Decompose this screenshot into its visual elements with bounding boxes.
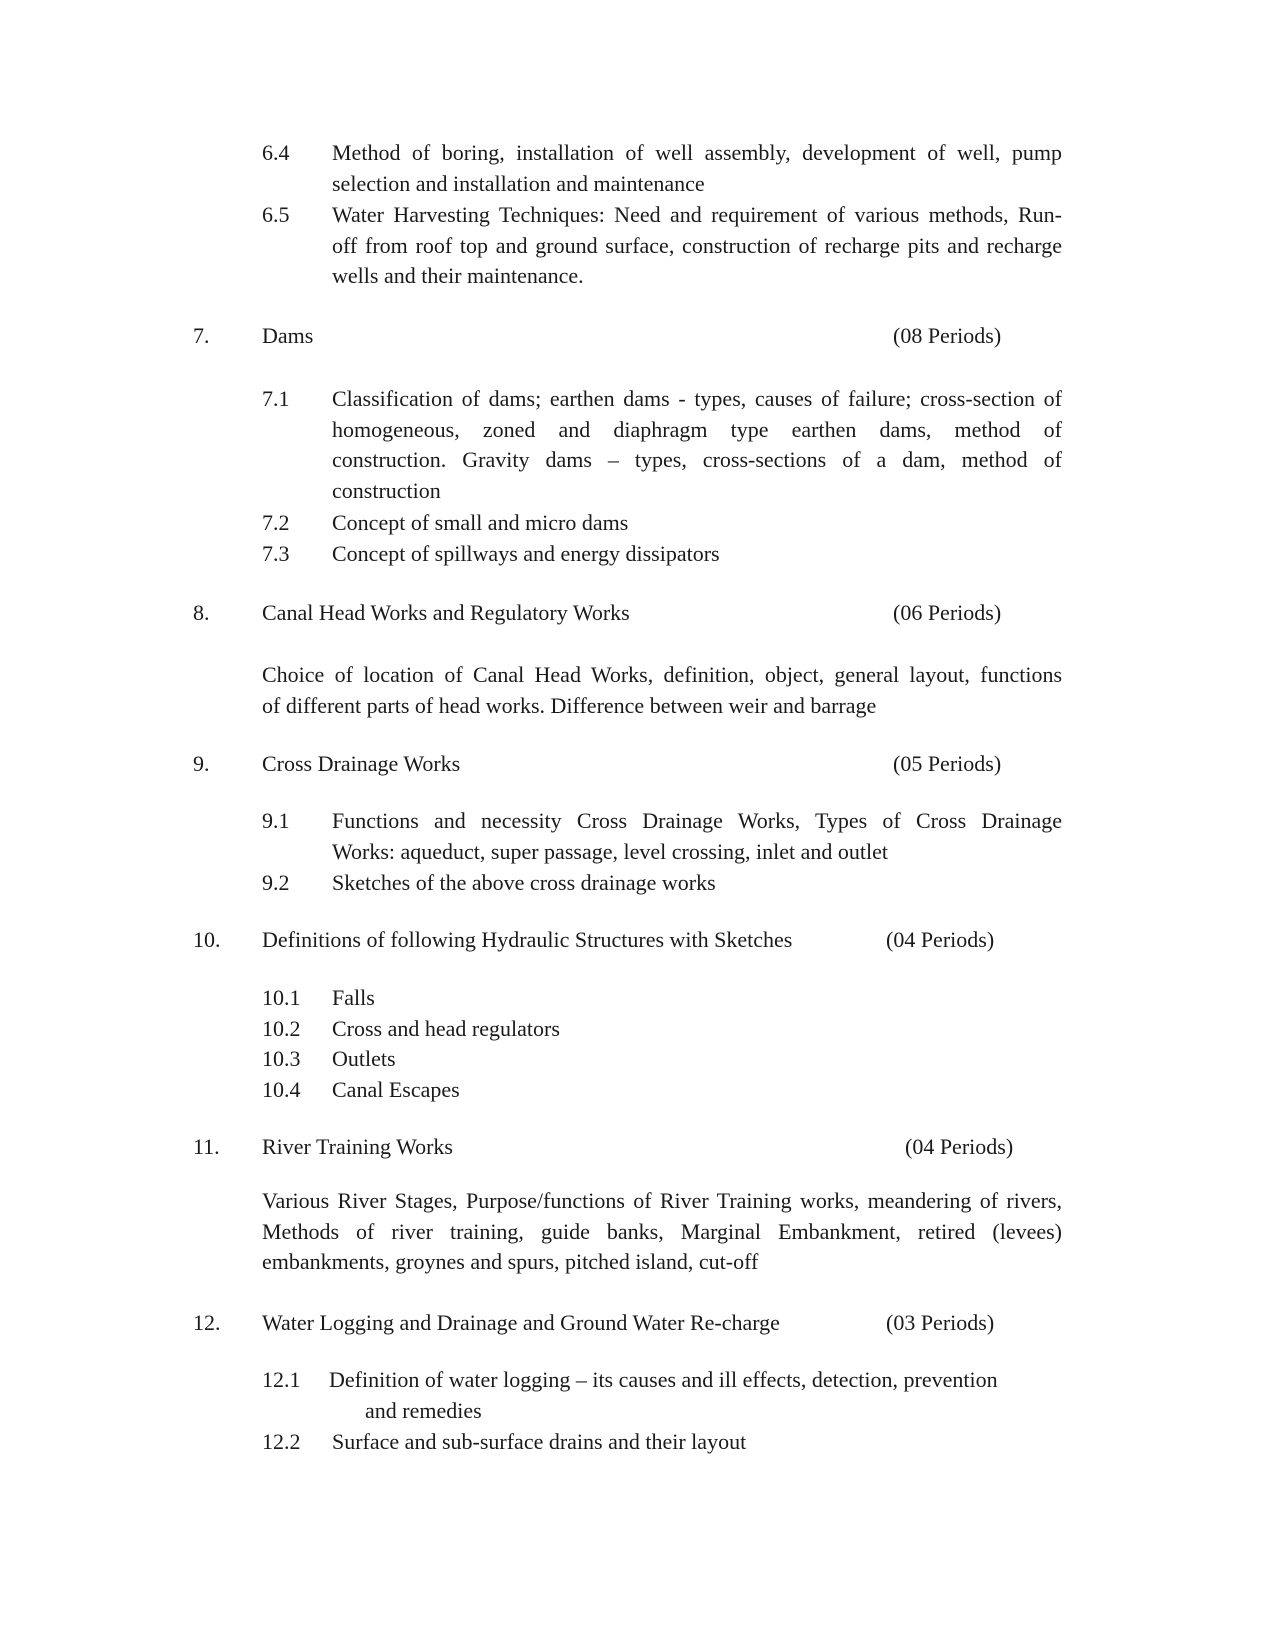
section-number: 12. xyxy=(193,1310,221,1335)
section-number: 10. xyxy=(193,927,221,952)
section-paragraph: Various River Stages, Purpose/functions of River Training works, meandering of rivers, Methods of river training, guide banks, Marginal Embankment, retired (levees) embankments, groynes and spurs, pitched island, cut-off xyxy=(262,1188,1062,1275)
item-text: Outlets xyxy=(332,1046,396,1071)
item-number: 12.2 xyxy=(262,1429,301,1454)
item-text: Sketches of the above cross drainage works xyxy=(332,870,716,895)
section-periods: (05 Periods) xyxy=(893,751,1002,776)
item-text: Classification of dams; earthen dams - types, causes of failure; cross-section of homogeneous, zoned and diaphragm type earthen dams, method of construction. Gravity dams – types, cross-sections of a dam, method of construction xyxy=(332,386,1062,504)
item-number: 10.2 xyxy=(262,1016,301,1041)
item-text: Canal Escapes xyxy=(332,1077,460,1102)
section-periods: (08 Periods) xyxy=(893,323,1002,348)
section-title: Definitions of following Hydraulic Structures with Sketches xyxy=(262,927,793,952)
section-number: 8. xyxy=(193,600,210,625)
item-text-continuation: and remedies xyxy=(365,1398,482,1423)
item-number: 10.3 xyxy=(262,1046,301,1071)
item-number: 6.5 xyxy=(262,202,290,227)
item-number: 7.2 xyxy=(262,510,290,535)
section-periods: (04 Periods) xyxy=(886,927,995,952)
section-periods: (03 Periods) xyxy=(886,1310,995,1335)
section-number: 7. xyxy=(193,323,210,348)
item-text: Definition of water logging – its causes and ill effects, detection, prevention xyxy=(329,1367,998,1392)
section-number: 9. xyxy=(193,751,210,776)
item-number: 6.4 xyxy=(262,140,290,165)
item-number: 10.1 xyxy=(262,985,301,1010)
item-number: 9.1 xyxy=(262,808,290,833)
item-text: Method of boring, installation of well assembly, development of well, pump selection and installation and maintenance xyxy=(332,140,1062,196)
item-text: Water Harvesting Techniques: Need and requirement of various methods, Run- off from roof top and ground surface, construction of recharge pits and recharge wells and their maintenance. xyxy=(332,202,1062,289)
section-title: Cross Drainage Works xyxy=(262,751,461,776)
section-title: Dams xyxy=(262,323,314,348)
section-title: River Training Works xyxy=(262,1134,453,1159)
section-periods: (04 Periods) xyxy=(905,1134,1014,1159)
item-number: 10.4 xyxy=(262,1077,301,1102)
section-paragraph: Choice of location of Canal Head Works, definition, object, general layout, functions of different parts of head works. Difference between weir and barrage xyxy=(262,662,1062,718)
section-number: 11. xyxy=(193,1134,220,1159)
item-text: Surface and sub-surface drains and their layout xyxy=(332,1429,747,1454)
item-number: 12.1 xyxy=(262,1367,301,1392)
item-number: 9.2 xyxy=(262,870,290,895)
item-number: 7.1 xyxy=(262,386,290,411)
item-text: Concept of small and micro dams xyxy=(332,510,629,535)
section-title: Water Logging and Drainage and Ground Water Re-charge xyxy=(262,1310,780,1335)
section-periods: (06 Periods) xyxy=(893,600,1002,625)
section-title: Canal Head Works and Regulatory Works xyxy=(262,600,630,625)
item-text: Concept of spillways and energy dissipators xyxy=(332,541,720,566)
item-text: Cross and head regulators xyxy=(332,1016,560,1041)
item-number: 7.3 xyxy=(262,541,290,566)
item-text: Functions and necessity Cross Drainage Works, Types of Cross Drainage Works: aqueduct, super passage, level crossing, inlet and outlet xyxy=(332,808,1062,864)
item-text: Falls xyxy=(332,985,375,1010)
